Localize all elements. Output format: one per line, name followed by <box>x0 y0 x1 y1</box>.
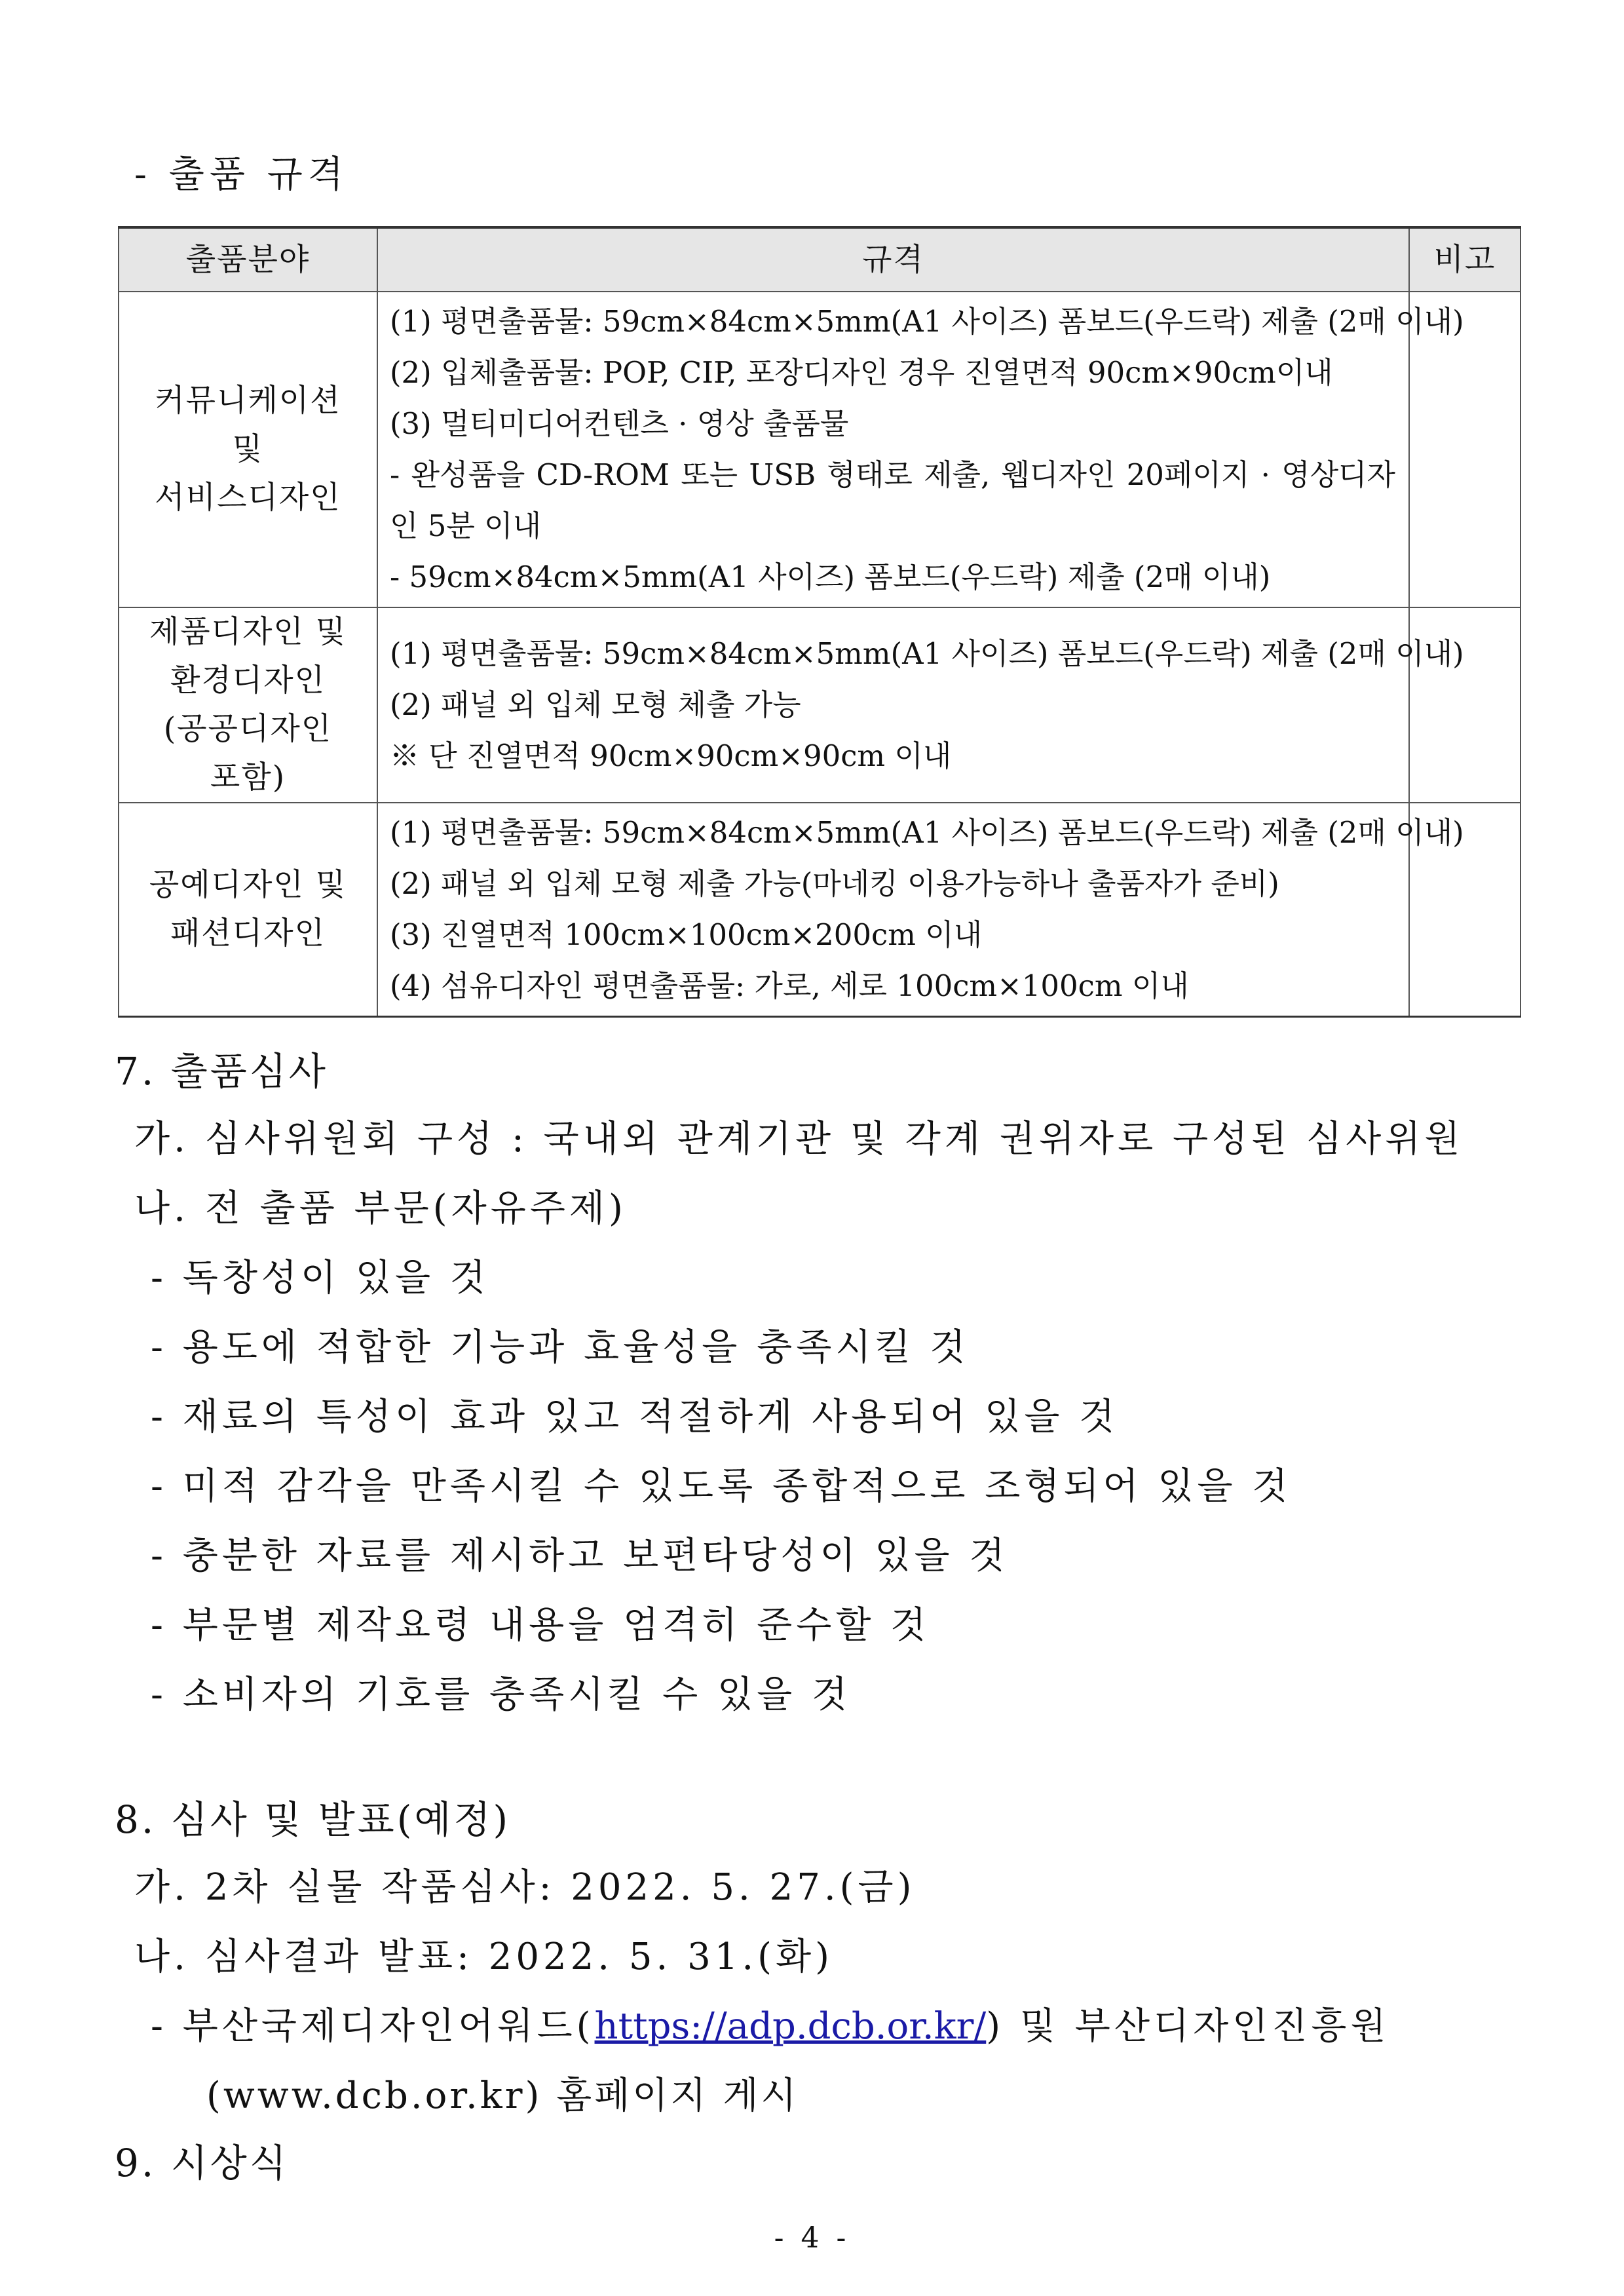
spec-heading: - 출품 규격 <box>134 153 349 196</box>
spec-line: (1) 평면출품물: 59cm×84cm×5mm(A1 사이즈) 폼보드(우드락) 제출 (2매 이내) <box>390 815 1464 850</box>
list-item: - 소비자의 기호를 충족시킬 수 있을 것 <box>151 1674 852 1716</box>
header-field: 출품분야 <box>119 227 377 292</box>
spec-line: (4) 섬유디자인 평면출품물: 가로, 세로 100cm×100cm 이내 <box>390 968 1189 1003</box>
spec-line: (3) 진열면적 100cm×100cm×200cm 이내 <box>390 917 983 952</box>
spec-line: (2) 패널 외 입체 모형 체출 가능 <box>390 687 801 722</box>
header-note: 비고 <box>1409 227 1520 292</box>
notice-prefix: - 부산국제디자인어워드( <box>151 2005 595 2048</box>
notice-suffix: ) 및 부산디자인진흥원 <box>986 2005 1390 2048</box>
field-line: 서비스디자인 <box>155 480 341 516</box>
list-item: - 부문별 제작요령 내용을 엄격히 준수할 것 <box>151 1604 930 1647</box>
award-site-link[interactable]: https://adp.dcb.or.kr/ <box>594 2005 987 2048</box>
table-row <box>119 292 1520 607</box>
section8-notice <box>151 1997 1390 2050</box>
spec-line: (3) 멀티미디어컨텐츠 · 영상 출품물 <box>390 406 849 441</box>
section8-item-a: 가. 2차 실물 작품심사: 2022. 5. 27.(금) <box>134 1866 916 1909</box>
field-line: 환경디자인 <box>170 662 326 698</box>
list-item: - 충분한 자료를 제시하고 보편타당성이 있을 것 <box>151 1535 1009 1577</box>
list-item: - 재료의 특성이 효과 있고 적절하게 사용되어 있을 것 <box>151 1396 1119 1438</box>
table-header-row <box>119 227 1520 292</box>
field-line: 패션디자인 <box>170 915 326 951</box>
section8-notice-cont: (www.dcb.or.kr) 홈페이지 게시 <box>206 2075 799 2117</box>
field-cell <box>119 607 377 803</box>
spec-cell <box>377 607 1464 803</box>
spec-line: (1) 평면출품물: 59cm×84cm×5mm(A1 사이즈) 폼보드(우드락) 제출 (2매 이내) <box>390 304 1464 339</box>
list-item: - 용도에 적합한 기능과 효율성을 충족시킬 것 <box>151 1326 970 1369</box>
spec-line: ※ 단 진열면적 90cm×90cm×90cm 이내 <box>390 738 952 773</box>
list-item: - 독창성이 있을 것 <box>151 1257 489 1299</box>
spec-line: - 59cm×84cm×5mm(A1 사이즈) 폼보드(우드락) 제출 (2매 이내) <box>390 560 1271 594</box>
spec-line: (1) 평면출품물: 59cm×84cm×5mm(A1 사이즈) 폼보드(우드락) 제출 (2매 이내) <box>390 636 1464 671</box>
header-spec: 규격 <box>377 227 1409 292</box>
field-cell <box>119 292 377 607</box>
field-cell <box>119 803 377 1017</box>
section9-title: 9. 시상식 <box>115 2141 289 2185</box>
field-line: 커뮤니케이션 <box>155 383 341 419</box>
spec-line: - 완성품을 CD-ROM 또는 USB 형태로 제출, 웹디자인 20페이지 · 영상디자인 5분 이내 <box>390 457 1395 543</box>
field-line: 및 <box>232 431 264 467</box>
field-line: 포함) <box>210 759 286 795</box>
spec-line: (2) 입체출품물: POP, CIP, 포장디자인 경우 진열면적 90cm×90cm이내 <box>390 355 1333 390</box>
spec-table <box>118 226 1521 1018</box>
table-row <box>119 803 1520 1017</box>
note-cell <box>1409 292 1520 607</box>
field-line: (공공디자인 <box>163 711 333 747</box>
section7-item-b: 나. 전 출품 부문(자유주제) <box>134 1187 627 1230</box>
spec-cell <box>377 292 1464 607</box>
spec-cell <box>377 803 1464 1017</box>
field-line: 제품디자인 및 <box>149 614 347 650</box>
section8-item-b: 나. 심사결과 발표: 2022. 5. 31.(화) <box>134 1936 833 1978</box>
table-row <box>119 607 1520 803</box>
section7-title: 7. 출품심사 <box>115 1049 328 1094</box>
section8-title: 8. 심사 및 발표(예정) <box>115 1797 511 1842</box>
field-line: 공예디자인 및 <box>149 867 347 903</box>
page-number: - 4 - <box>774 2221 850 2255</box>
list-item: - 미적 감각을 만족시킬 수 있도록 종합적으로 조형되어 있을 것 <box>151 1465 1292 1508</box>
spec-line: (2) 패널 외 입체 모형 제출 가능(마네킹 이용가능하나 출품자가 준비) <box>390 866 1279 901</box>
section7-item-a: 가. 심사위원회 구성 : 국내외 관계기관 및 각계 권위자로 구성된 심사위원 <box>134 1118 1464 1160</box>
